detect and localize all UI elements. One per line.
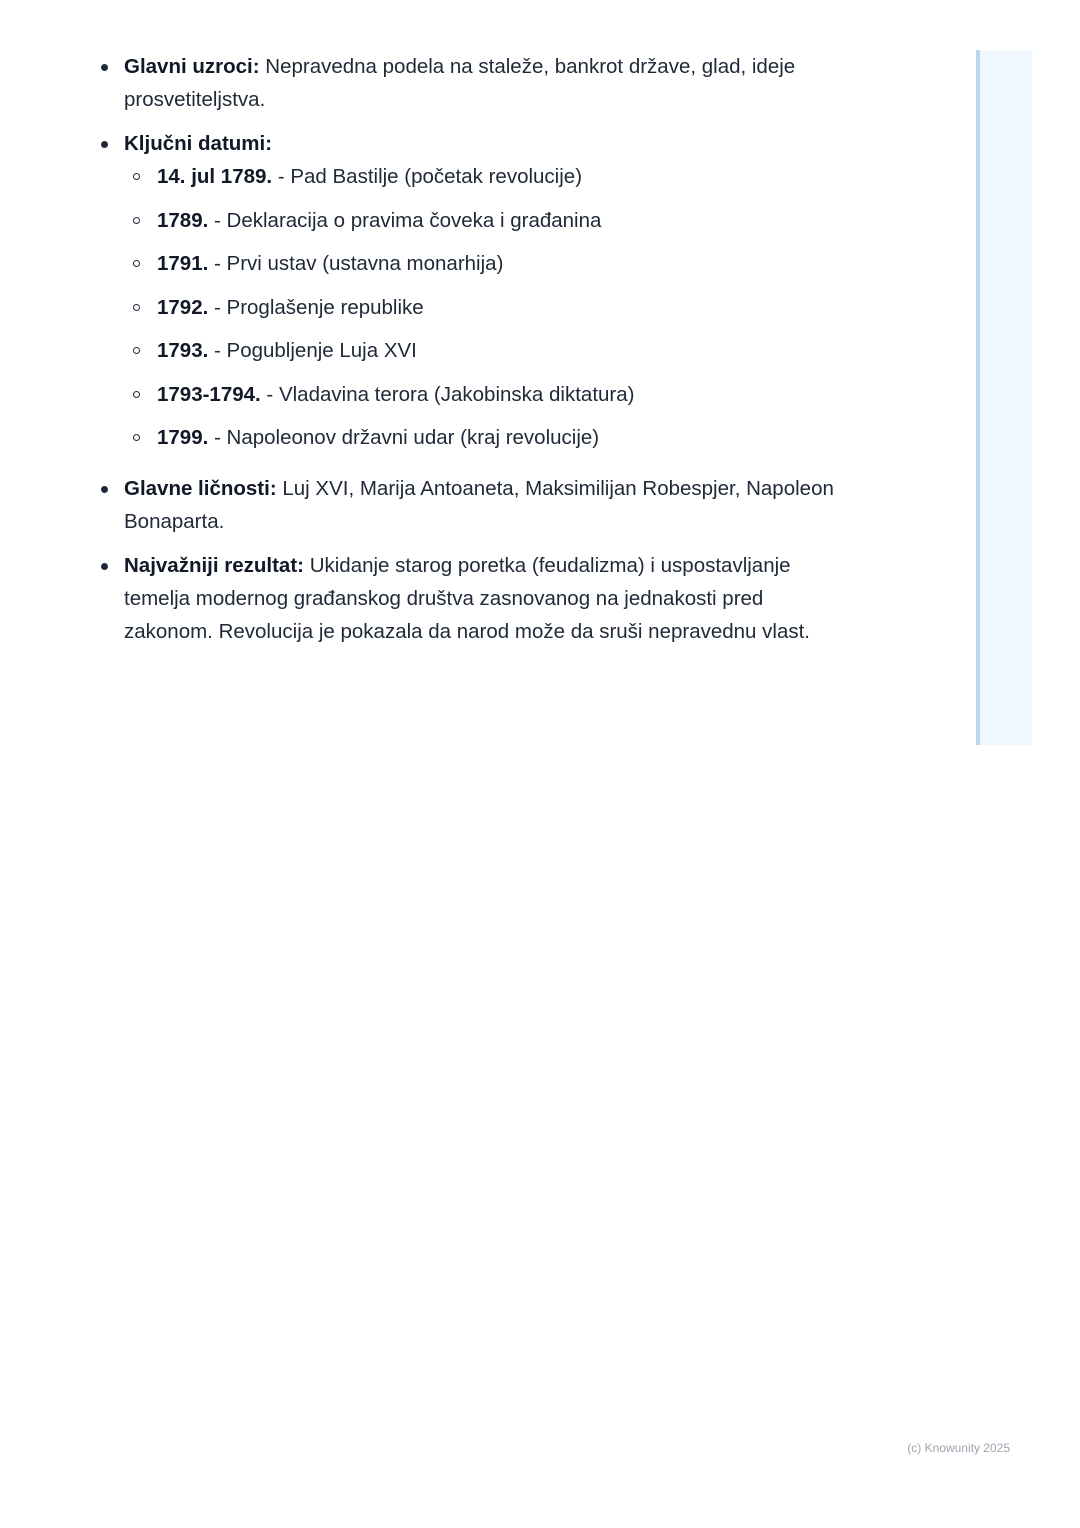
- date-event: - Pad Bastilje (početak revolucije): [272, 165, 583, 188]
- date-item: [124, 291, 848, 324]
- list-item-key-figures: [88, 472, 848, 538]
- date-event: - Napoleonov državni udar (kraj revolucije): [208, 426, 600, 449]
- list-item-key-dates: [88, 127, 848, 454]
- date-value: 1791.: [157, 252, 209, 275]
- date-event: - Vladavina terora (Jakobinska diktatura): [260, 382, 635, 406]
- causes-label: Glavni uzroci:: [124, 55, 260, 78]
- date-value: 1792.: [157, 295, 209, 319]
- side-note-panel: [976, 50, 1032, 745]
- key-figures-text: Luj XVI, Marija Antoaneta, Maksimilijan Robespjer, Napoleon Bonaparta.: [124, 477, 834, 533]
- key-figures-label: Glavne ličnosti:: [124, 477, 277, 500]
- date-value: 1799.: [157, 426, 209, 449]
- date-item: [124, 204, 848, 237]
- causes-text: Nepravedna podela na staleže, bankrot države, glad, ideje prosvetiteljstva.: [124, 55, 796, 111]
- date-value: 1793.: [157, 339, 209, 362]
- date-value: 1793-1794.: [157, 382, 261, 406]
- key-dates-label: Ključni datumi:: [124, 132, 273, 155]
- date-item: [124, 378, 848, 411]
- date-event: - Deklaracija o pravima čoveka i građanina: [208, 208, 602, 232]
- document-content: [88, 50, 848, 659]
- dates-list: [124, 160, 848, 454]
- date-value: 1789.: [157, 208, 209, 232]
- date-value: 14. jul 1789.: [157, 165, 273, 188]
- date-item: [124, 334, 848, 367]
- list-item-main-result: [88, 549, 848, 648]
- date-item: [124, 160, 848, 193]
- date-event: - Pogubljenje Luja XVI: [208, 339, 417, 362]
- summary-list: [88, 50, 848, 648]
- list-item-causes: [88, 50, 848, 116]
- date-item: [124, 421, 848, 454]
- date-event: - Proglašenje republike: [208, 295, 424, 319]
- copyright-footer: (c) Knowunity 2025: [907, 1441, 1010, 1455]
- main-result-text: Ukidanje starog poretka (feudalizma) i uspostavljanje temelja modernog građanskog društva zasnovanog na jednakosti pred zakonom. Revolucija je pokazala da narod može da sruši nepravednu vlast.: [124, 554, 810, 643]
- main-result-label: Najvažniji rezultat:: [124, 554, 304, 577]
- date-item: [124, 247, 848, 280]
- date-event: - Prvi ustav (ustavna monarhija): [208, 252, 504, 275]
